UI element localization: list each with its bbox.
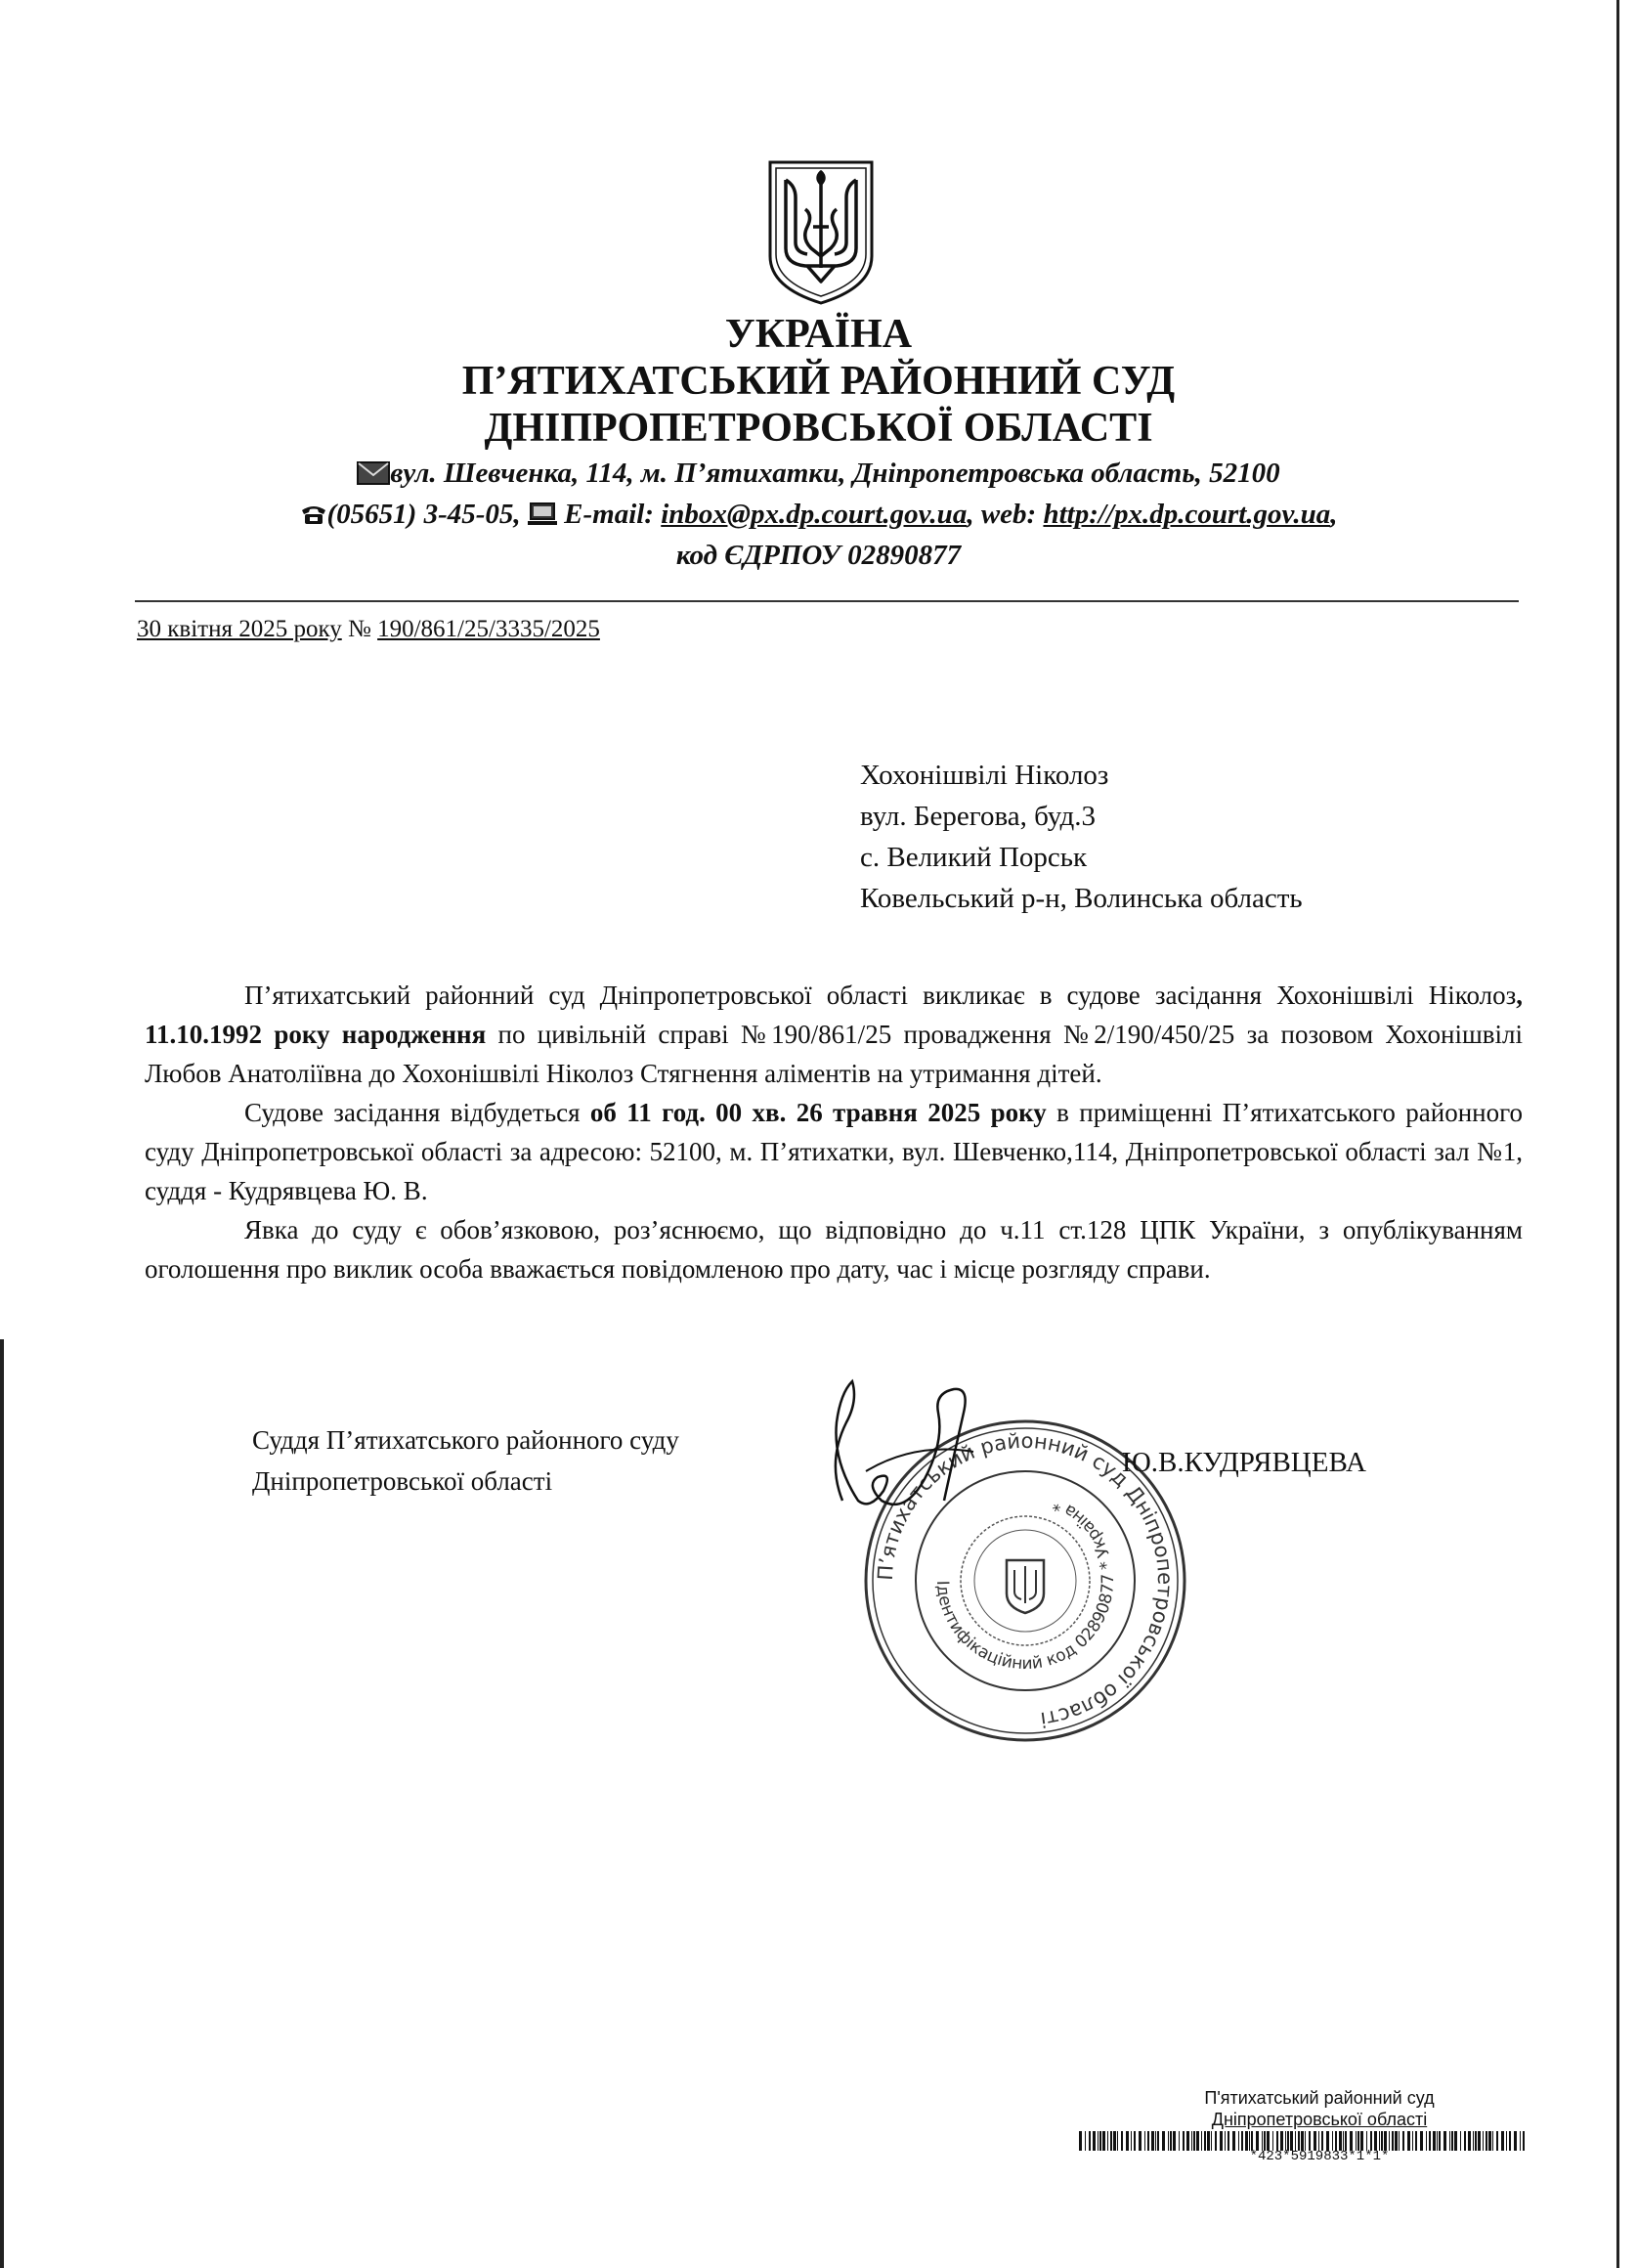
court-title: П’ЯТИХАТСЬКИЙ РАЙОННИЙ СУД: [461, 359, 1176, 404]
barcode-bar: [1211, 2131, 1212, 2151]
barcode-bar: [1389, 2131, 1390, 2151]
court-contacts-line: [0, 499, 1637, 531]
barcode-bar: [1360, 2131, 1363, 2151]
summons-body: [145, 976, 1523, 1288]
barcode-bar: [1168, 2131, 1169, 2151]
barcode-bar: [1196, 2131, 1199, 2151]
barcode-bar: [1478, 2131, 1481, 2151]
barcode-bar: [1147, 2131, 1149, 2151]
website-link[interactable]: http://px.dp.court.gov.ua: [1043, 499, 1331, 530]
barcode-bar: [1121, 2131, 1123, 2151]
barcode-bar: [1475, 2131, 1477, 2151]
barcode-bar: [1191, 2131, 1192, 2151]
letter-number: 190/861/25/3335/2025: [377, 616, 600, 642]
judge-position: [252, 1419, 679, 1502]
barcode-bar: [1251, 2131, 1253, 2151]
recipient-street: вул. Берегова, буд.3: [860, 801, 1096, 832]
barcode-bar: [1523, 2131, 1525, 2151]
barcode-bar: [1295, 2131, 1296, 2151]
barcode-bar: [1326, 2131, 1329, 2151]
barcode-bar: [1332, 2131, 1333, 2151]
barcode-bar: [1426, 2131, 1427, 2151]
barcode-bar: [1267, 2131, 1270, 2151]
barcode-bar: [1093, 2131, 1096, 2151]
barcode-bar: [1483, 2131, 1484, 2151]
recipient-district: Ковельський р-н, Волинська область: [860, 883, 1303, 914]
barcode-bar: [1220, 2131, 1223, 2151]
barcode-bar: [1460, 2131, 1461, 2151]
case-details: по цивільній справі №190/861/25 провадження №2/190/450/25 за позовом Хохонішвілі Любов Анатоліївна до Хохонішвілі Ніколоз Стягнення аліментів на утримання дітей.: [145, 1020, 1523, 1088]
barcode-bar: [1215, 2131, 1217, 2151]
phone-icon: [300, 502, 327, 526]
barcode-bar: [1492, 2131, 1493, 2151]
barcode-bar: [1392, 2131, 1394, 2151]
barcode-bar: [1454, 2131, 1457, 2151]
barcode-bar: [1318, 2131, 1319, 2151]
court-address: вул. Шевченка, 114, м. П’ятихатки, Дніпропетровська область, 52100: [390, 458, 1280, 489]
registry-stamp-line-2: Дніпропетровської області: [1211, 2110, 1428, 2129]
barcode-bar: [1473, 2131, 1474, 2151]
barcode-bar: [1085, 2131, 1086, 2151]
barcode-bar: [1179, 2131, 1180, 2151]
barcode-bar: [1395, 2131, 1398, 2151]
barcode-bar: [1412, 2131, 1413, 2151]
registry-stamp-line-1: П'ятихатський районний суд: [1204, 2088, 1435, 2108]
barcode-bar: [1276, 2131, 1278, 2151]
court-address-line: [0, 458, 1637, 490]
barcode-bar: [1509, 2131, 1511, 2151]
barcode-icon: [1079, 2131, 1529, 2151]
hearing-datetime: об 11 год. 00 хв. 26 травня 2025 року: [589, 1098, 1047, 1127]
web-label: , web:: [967, 499, 1037, 530]
summons-p1-text: П’ятихатський районний суд Дніпропетровської області викликає в судове засідання Хохонішвілі Ніколоз: [244, 981, 1517, 1010]
summons-paragraph-2: [145, 1093, 1523, 1210]
barcode-bar: [1117, 2131, 1118, 2151]
barcode-bar: [1225, 2131, 1226, 2151]
barcode-bar: [1451, 2131, 1453, 2151]
barcode-bar: [1151, 2131, 1154, 2151]
court-phone: (05651) 3-45-05,: [326, 499, 521, 530]
email-link[interactable]: inbox@px.dp.court.gov.ua: [661, 499, 968, 530]
judge-position-line-1: Суддя П’ятихатського районного суду: [252, 1425, 679, 1455]
barcode-bar: [1126, 2131, 1129, 2151]
barcode-bar: [1102, 2131, 1105, 2151]
barcode-bar: [1399, 2131, 1400, 2151]
barcode-bar: [1298, 2131, 1300, 2151]
trident-coat-of-arms-icon: [762, 158, 880, 307]
barcode-bar: [1415, 2131, 1417, 2151]
barcode-bar: [1464, 2131, 1466, 2151]
barcode-bar: [1486, 2131, 1487, 2151]
email-label: E-mail:: [564, 499, 654, 530]
barcode-bar: [1207, 2131, 1210, 2151]
barcode-bar: [1107, 2131, 1108, 2151]
barcode-bar: [1488, 2131, 1491, 2151]
barcode-bar: [1374, 2131, 1377, 2151]
barcode-bar: [1264, 2131, 1266, 2151]
summons-paragraph-1: [145, 976, 1523, 1093]
barcode-bar: [1520, 2131, 1521, 2151]
judge-position-line-2: Дніпропетровської області: [252, 1466, 553, 1496]
barcode-bar: [1381, 2131, 1383, 2151]
barcode-bar: [1139, 2131, 1142, 2151]
recipient-village: с. Великий Порськ: [860, 842, 1088, 873]
barcode-bar: [1157, 2131, 1159, 2151]
barcode-bar: [1134, 2131, 1136, 2151]
barcode-bar: [1420, 2131, 1423, 2151]
barcode-bar: [1350, 2131, 1353, 2151]
barcode-bar: [1099, 2131, 1101, 2151]
barcode-bar: [1343, 2131, 1344, 2151]
barcode-bar: [1228, 2131, 1229, 2151]
hearing-intro: Судове засідання відбудеться: [244, 1098, 590, 1127]
barcode-bar: [1204, 2131, 1206, 2151]
barcode-bar: [1305, 2131, 1306, 2151]
barcode-bar: [1232, 2131, 1235, 2151]
barcode-bar: [1144, 2131, 1145, 2151]
barcode-bar: [1439, 2131, 1441, 2151]
barcode-bar: [1285, 2131, 1286, 2151]
barcode-bar: [1162, 2131, 1165, 2151]
barcode-bar: [1379, 2131, 1380, 2151]
number-sign: №: [348, 616, 371, 642]
barcode-bar: [1079, 2131, 1082, 2151]
barcode-bar: [1170, 2131, 1172, 2151]
barcode-bar: [1496, 2131, 1498, 2151]
barcode-bar: [1366, 2131, 1367, 2151]
barcode-bar: [1272, 2131, 1273, 2151]
hearing-location: в приміщенні П’ятихатського районного суду Дніпропетровської області за адресою: 52100, м. П’ятихатки, вул. Шевченко,114, Дніпропетровської області зал №1, суддя - Кудрявцева Ю. В.: [145, 1098, 1523, 1205]
barcode-bar: [1407, 2131, 1410, 2151]
judge-name: Ю.В.КУДРЯВЦЕВА: [1122, 1447, 1366, 1478]
envelope-icon: [357, 461, 390, 485]
barcode-number: *423*5919833*1*1*: [1249, 2149, 1390, 2164]
web-suffix: ,: [1330, 499, 1338, 530]
barcode-bar: [1309, 2131, 1311, 2151]
barcode-bar: [1356, 2131, 1357, 2151]
barcode-bar: [1501, 2131, 1504, 2151]
barcode-bar: [1449, 2131, 1450, 2151]
barcode-bar: [1173, 2131, 1176, 2151]
barcode-bar: [1089, 2131, 1091, 2151]
date-and-number: [137, 616, 600, 643]
barcode-bar: [1155, 2131, 1156, 2151]
barcode-bar: [1301, 2131, 1304, 2151]
letter-date: 30 квітня 2025 року: [137, 616, 342, 642]
barcode-bar: [1098, 2131, 1099, 2151]
barcode-bar: [1245, 2131, 1248, 2151]
barcode-bar: [1514, 2131, 1517, 2151]
summons-paragraph-3: Явка до суду є обов’язковою, роз’яснюємо, що відповідно до ч.11 ст.128 ЦПК України, з опублікуванням оголошення про виклик особа вважається повідомленою про дату, час і місце розгляду справи.: [145, 1215, 1523, 1284]
barcode-bar: [1384, 2131, 1387, 2151]
edrpou-code: код ЄДРПОУ 02890877: [675, 540, 962, 571]
scan-edge-left: [0, 1339, 4, 2268]
barcode-bar: [1370, 2131, 1372, 2151]
recipient-name: Хохонішвілі Ніколоз: [860, 760, 1109, 791]
barcode-bar: [1113, 2131, 1116, 2151]
region-title: ДНІПРОПЕТРОВСЬКОЇ ОБЛАСТІ: [484, 406, 1153, 451]
recipient-block: [860, 755, 1303, 919]
seal-outer-text: П’ятихатський районний суд Дніпропетровської області: [873, 1428, 1178, 1732]
header-divider: [135, 600, 1519, 602]
barcode-bar: [1287, 2131, 1289, 2151]
barcode-bar: [1193, 2131, 1195, 2151]
barcode-bar: [1335, 2131, 1337, 2151]
barcode-bar: [1110, 2131, 1112, 2151]
barcode-bar: [1280, 2131, 1283, 2151]
barcode-bar: [1201, 2131, 1202, 2151]
country-title: УКРАЇНА: [724, 312, 913, 357]
barcode-bar: [1433, 2131, 1436, 2151]
seal-inner-text: Ідентифікаційний код 02890877 * Україна *: [931, 1494, 1119, 1675]
birth-date: , 11.10.1992 року народження: [145, 981, 1523, 1049]
barcode-bar: [1429, 2131, 1431, 2151]
barcode-bar: [1249, 2131, 1250, 2151]
barcode-bar: [1314, 2131, 1316, 2151]
barcode-bar: [1402, 2131, 1404, 2151]
barcode-bar: [1238, 2131, 1239, 2151]
barcode-bar: [1321, 2131, 1323, 2151]
barcode-bar: [1437, 2131, 1438, 2151]
barcode-bar: [1262, 2131, 1263, 2151]
handwritten-signature: [807, 1354, 1061, 1540]
barcode-bar: [1241, 2131, 1243, 2151]
barcode-bar: [1345, 2131, 1347, 2151]
barcode-bar: [1443, 2131, 1446, 2151]
barcode-bar: [1468, 2131, 1471, 2151]
barcode-bar: [1183, 2131, 1185, 2151]
barcode-bar: [1256, 2131, 1259, 2151]
barcode-bar: [1357, 2131, 1359, 2151]
barcode-bar: [1339, 2131, 1342, 2151]
barcode-bar: [1131, 2131, 1132, 2151]
computer-icon: [528, 502, 557, 526]
barcode-bar: [1186, 2131, 1189, 2151]
barcode-bar: [1290, 2131, 1293, 2151]
barcode-bar: [1506, 2131, 1507, 2151]
